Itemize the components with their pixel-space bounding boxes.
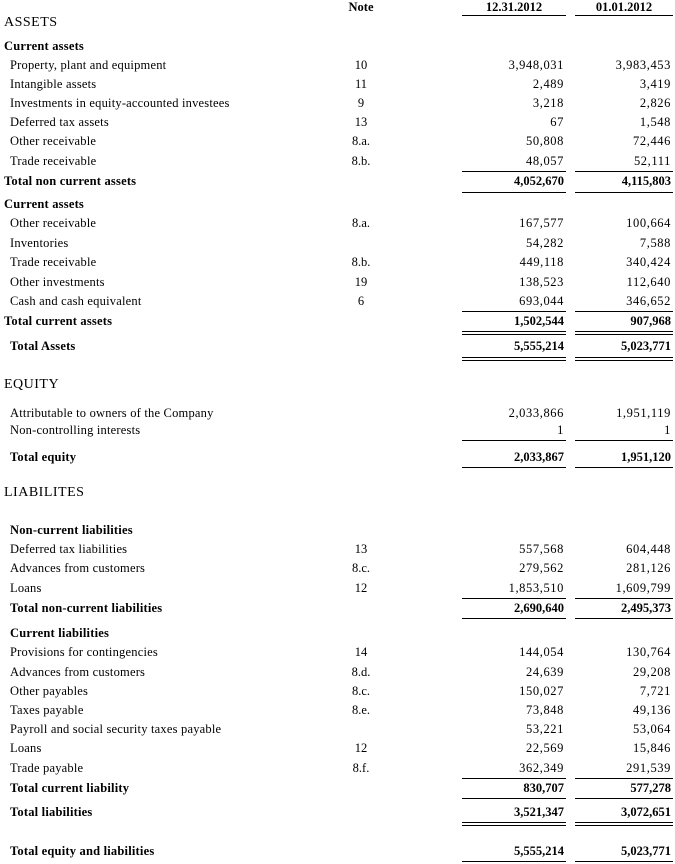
table-row [0,720,675,739]
row-label: Non-controlling interests [10,423,141,437]
row-value-2011: 7,588 [639,236,671,250]
total-row [0,312,675,331]
table-row [0,75,675,94]
table-row [0,739,675,758]
table-row [0,253,675,272]
table-row [0,682,675,701]
table-row [0,152,675,171]
row-value-2012: 48,057 [526,154,564,168]
total-rule [462,798,566,799]
total-rule [575,467,673,468]
total-rule [462,467,566,468]
row-value-2012: 449,118 [519,255,564,269]
row-value-2012: 24,639 [526,665,564,679]
total-row [0,779,675,798]
total-rule [462,861,566,862]
total-rule [575,334,673,335]
table-row [0,234,675,253]
total-label: Total liabilities [10,805,93,819]
total-value-2011: 1,951,120 [621,450,671,464]
row-value-2012: 2,033,866 [508,406,564,420]
row-label: Trade receivable [10,255,97,269]
total-rule [462,357,566,358]
row-label: Trade payable [10,761,84,775]
row-label: Other receivable [10,216,97,230]
total-rule [575,822,673,823]
row-note: 11 [354,77,368,91]
subheading-row [0,195,675,214]
total-value-2011: 907,968 [630,314,671,328]
row-label: Deferred tax liabilities [10,542,128,556]
total-value-2012: 2,690,640 [514,601,564,615]
row-note: 6 [357,294,365,308]
row-value-2011: 29,208 [633,665,671,679]
row-value-2012: 22,569 [526,741,564,755]
row-value-2012: 50,808 [526,134,564,148]
row-note: 8.b. [351,154,371,168]
row-value-2011: 3,419 [639,77,671,91]
total-value-2012: 1,502,544 [514,314,564,328]
date-column-header-2: 01.01.2012 [595,0,653,14]
row-value-2011: 604,448 [626,542,671,556]
row-value-2011: 291,539 [626,761,671,775]
row-value-2011: 2,826 [639,96,671,110]
row-label: Attributable to owners of the Company [10,406,214,420]
subheading: Current assets [4,39,84,53]
table-row [0,132,675,151]
total-rule [462,618,566,619]
row-note: 10 [354,58,368,72]
row-note: 12 [354,741,368,755]
section-title-row [0,13,675,32]
row-value-2011: 15,846 [633,741,671,755]
row-value-2011: 1 [664,423,671,437]
row-note: 8.a. [351,216,371,230]
total-rule [575,861,673,862]
subheading: Current assets [4,197,84,211]
row-label: Intangible assets [10,77,97,91]
row-value-2011: 112,640 [626,275,671,289]
row-note: 8.a. [351,134,371,148]
total-label: Total non-current liabilities [10,601,163,615]
table-row [0,214,675,233]
row-label: Cash and cash equivalent [10,294,142,308]
row-value-2011: 53,064 [633,722,671,736]
row-value-2012: 138,523 [519,275,564,289]
subheading-row [0,37,675,56]
total-row [0,599,675,618]
row-value-2012: 73,848 [526,703,564,717]
row-value-2012: 54,282 [526,236,564,250]
row-note: 12 [354,581,368,595]
row-value-2012: 362,349 [519,761,564,775]
total-value-2011: 3,072,651 [621,805,671,819]
row-label: Provisions for contingencies [10,645,158,659]
grand-total-value-2012: 5,555,214 [514,844,564,858]
row-value-2011: 1,951,119 [616,406,671,420]
total-label: Total non current assets [4,174,137,188]
row-value-2011: 346,652 [626,294,671,308]
row-value-2012: 2,489 [532,77,564,91]
table-row [0,663,675,682]
row-value-2011: 49,136 [633,703,671,717]
row-label: Property, plant and equipment [10,58,167,72]
row-note: 8.b. [351,255,371,269]
subtotal-rule [575,440,673,441]
row-value-2011: 281,126 [626,561,671,575]
note-column-header: Note [348,0,374,14]
row-value-2011: 340,424 [626,255,671,269]
row-label: Investments in equity-accounted investees [10,96,230,110]
total-value-2011: 577,278 [630,781,671,795]
total-value-2011: 5,023,771 [621,339,671,353]
section-title-row [0,483,675,502]
table-row [0,579,675,598]
total-rule [462,822,566,823]
table-row [0,273,675,292]
row-note: 9 [357,96,365,110]
subheading: Non-current liabilities [10,523,133,537]
row-value-2012: 67 [550,115,564,129]
total-row [0,803,675,822]
total-rule [462,331,566,332]
total-value-2012: 3,521,347 [514,805,564,819]
row-value-2011: 72,446 [633,134,671,148]
row-value-2012: 557,568 [519,542,564,556]
row-note: 8.c. [351,684,371,698]
grand-total-value-2011: 5,023,771 [621,844,671,858]
table-row [0,540,675,559]
total-rule [575,618,673,619]
section-title-row [0,375,675,394]
table-row [0,94,675,113]
row-value-2011: 3,983,453 [615,58,671,72]
table-row [0,421,675,440]
row-note: 8.d. [351,665,371,679]
row-label: Inventories [10,236,69,250]
row-value-2011: 7,721 [639,684,671,698]
total-rule [462,334,566,335]
subheading-row [0,624,675,643]
row-value-2011: 100,664 [626,216,671,230]
section-title: LIABILITES [4,485,85,500]
row-value-2012: 150,027 [519,684,564,698]
table-row [0,701,675,720]
row-label: Taxes payable [10,703,84,717]
total-row [0,337,675,356]
row-note: 14 [354,645,368,659]
total-rule [575,192,673,193]
row-value-2012: 3,948,031 [508,58,564,72]
row-label: Advances from customers [10,665,146,679]
total-rule [462,360,566,361]
row-value-2012: 53,221 [526,722,564,736]
total-row [0,448,675,467]
total-rule [462,192,566,193]
table-row [0,559,675,578]
table-row [0,759,675,778]
total-label: Total equity [10,450,77,464]
section-title: ASSETS [4,15,58,30]
grand-total-label: Total equity and liabilities [10,844,155,858]
total-value-2011: 2,495,373 [621,601,671,615]
total-value-2011: 4,115,803 [621,174,671,188]
row-label: Deferred tax assets [10,115,109,129]
row-value-2011: 52,111 [633,154,671,168]
total-rule [575,798,673,799]
row-note: 19 [354,275,368,289]
row-value-2012: 144,054 [519,645,564,659]
row-value-2011: 1,609,799 [615,581,671,595]
row-note: 8.f. [352,761,370,775]
total-rule [575,360,673,361]
row-label: Advances from customers [10,561,146,575]
row-note: 8.c. [351,561,371,575]
total-rule [575,825,673,826]
row-value-2012: 693,044 [519,294,564,308]
table-row [0,113,675,132]
subheading-row [0,521,675,540]
row-note: 8.e. [351,703,371,717]
row-label: Other payables [10,684,89,698]
date-column-header-1: 12.31.2012 [485,0,543,14]
row-label: Loans [10,741,42,755]
total-value-2012: 5,555,214 [514,339,564,353]
row-label: Other receivable [10,134,97,148]
section-title: EQUITY [4,377,60,392]
table-row [0,292,675,311]
total-rule [575,357,673,358]
row-label: Trade receivable [10,154,97,168]
total-rule [575,331,673,332]
total-row [0,172,675,191]
total-value-2012: 2,033,867 [514,450,564,464]
row-value-2011: 1,548 [639,115,671,129]
total-label: Total current liability [10,781,130,795]
total-value-2012: 830,707 [523,781,564,795]
grand-total-row [0,842,675,861]
table-row [0,56,675,75]
row-value-2012: 279,562 [519,561,564,575]
row-label: Loans [10,581,42,595]
row-value-2012: 3,218 [532,96,564,110]
row-label: Payroll and social security taxes payable [10,722,222,736]
total-label: Total Assets [10,339,76,353]
row-value-2011: 130,764 [626,645,671,659]
row-label: Other investments [10,275,105,289]
subtotal-rule [462,440,566,441]
total-label: Total current assets [4,314,113,328]
total-value-2012: 4,052,670 [514,174,564,188]
row-note: 13 [354,115,368,129]
row-value-2012: 167,577 [519,216,564,230]
total-rule [462,825,566,826]
row-value-2012: 1,853,510 [508,581,564,595]
row-note: 13 [354,542,368,556]
subheading: Current liabilities [10,626,110,640]
row-value-2012: 1 [557,423,564,437]
table-row [0,643,675,662]
